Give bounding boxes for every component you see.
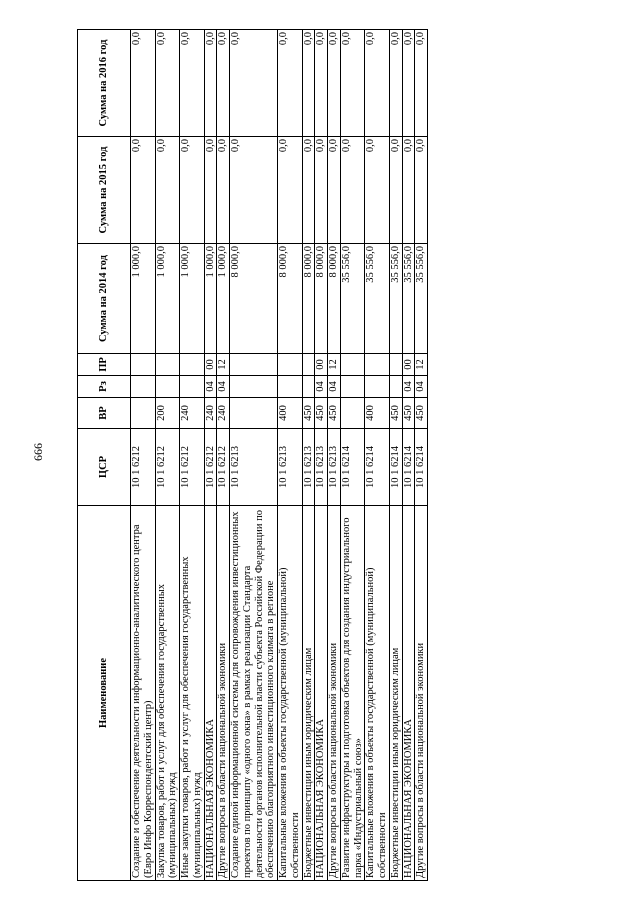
cell-rz: 04 xyxy=(402,376,415,398)
cell-csr: 10 1 6213 xyxy=(302,429,315,506)
rotated-page-content xyxy=(77,30,515,881)
cell-sum-2016: 0,0 xyxy=(204,30,217,137)
cell-sum-2015: 0,0 xyxy=(315,137,328,244)
header-sum-2014: Сумма на 2014 год xyxy=(78,244,131,354)
cell-sum-2016: 0,0 xyxy=(131,30,156,137)
cell-csr: 10 1 6214 xyxy=(365,429,390,506)
cell-pr: 00 xyxy=(402,354,415,376)
cell-name: НАЦИОНАЛЬНАЯ ЭКОНОМИКА xyxy=(204,506,217,881)
cell-csr: 10 1 6212 xyxy=(204,429,217,506)
cell-sum-2014: 1 000,0 xyxy=(217,244,230,354)
cell-vr: 450 xyxy=(302,398,315,429)
table-row xyxy=(278,30,303,881)
header-row xyxy=(78,30,131,881)
cell-csr: 10 1 6212 xyxy=(217,429,230,506)
cell-rz xyxy=(278,376,303,398)
cell-pr xyxy=(180,354,205,376)
cell-pr xyxy=(340,354,365,376)
cell-pr: 00 xyxy=(315,354,328,376)
cell-name: Бюджетные инвестиции иным юридическим лицам xyxy=(389,506,402,881)
table-row xyxy=(315,30,328,881)
table-row xyxy=(230,30,278,881)
cell-csr: 10 1 6214 xyxy=(402,429,415,506)
cell-sum-2014: 1 000,0 xyxy=(180,244,205,354)
cell-sum-2014: 35 556,0 xyxy=(389,244,402,354)
cell-sum-2015: 0,0 xyxy=(389,137,402,244)
cell-rz xyxy=(180,376,205,398)
cell-csr: 10 1 6212 xyxy=(131,429,156,506)
cell-sum-2016: 0,0 xyxy=(180,30,205,137)
cell-vr: 450 xyxy=(402,398,415,429)
cell-vr: 240 xyxy=(180,398,205,429)
cell-vr: 400 xyxy=(278,398,303,429)
cell-sum-2016: 0,0 xyxy=(402,30,415,137)
cell-pr xyxy=(389,354,402,376)
cell-rz: 04 xyxy=(315,376,328,398)
cell-sum-2015: 0,0 xyxy=(131,137,156,244)
header-pr: ПР xyxy=(78,354,131,376)
cell-rz: 04 xyxy=(204,376,217,398)
cell-name: Закупка товаров, работ и услуг для обеспечения государственных (муниципальных) нужд xyxy=(155,506,180,881)
table-row xyxy=(365,30,390,881)
cell-sum-2014: 35 556,0 xyxy=(340,244,365,354)
cell-vr xyxy=(131,398,156,429)
cell-name: НАЦИОНАЛЬНАЯ ЭКОНОМИКА xyxy=(402,506,415,881)
cell-vr xyxy=(230,398,278,429)
table-row xyxy=(204,30,217,881)
cell-sum-2015: 0,0 xyxy=(365,137,390,244)
cell-pr xyxy=(302,354,315,376)
cell-sum-2015: 0,0 xyxy=(230,137,278,244)
cell-sum-2015: 0,0 xyxy=(278,137,303,244)
cell-name: Бюджетные инвестиции иным юридическим лицам xyxy=(302,506,315,881)
header-rz: Рз xyxy=(78,376,131,398)
cell-sum-2015: 0,0 xyxy=(217,137,230,244)
header-sum-2016: Сумма на 2016 год xyxy=(78,30,131,137)
cell-sum-2016: 0,0 xyxy=(415,30,428,137)
table-row xyxy=(302,30,315,881)
cell-name: Развитие инфраструктуры и подготовка объектов для создания индустриального парка «Индустриальный союз» xyxy=(340,506,365,881)
cell-csr: 10 1 6213 xyxy=(328,429,341,506)
cell-vr: 240 xyxy=(217,398,230,429)
cell-sum-2014: 35 556,0 xyxy=(402,244,415,354)
table-row xyxy=(389,30,402,881)
cell-rz xyxy=(302,376,315,398)
cell-pr xyxy=(365,354,390,376)
cell-sum-2015: 0,0 xyxy=(415,137,428,244)
cell-rz xyxy=(155,376,180,398)
cell-vr: 450 xyxy=(415,398,428,429)
table-row xyxy=(415,30,428,881)
cell-rz xyxy=(389,376,402,398)
header-name: Наименование xyxy=(78,506,131,881)
page-number: 666 xyxy=(31,443,45,461)
cell-rz: 04 xyxy=(217,376,230,398)
cell-sum-2014: 8 000,0 xyxy=(278,244,303,354)
cell-name: Другие вопросы в области национальной экономики xyxy=(415,506,428,881)
cell-sum-2015: 0,0 xyxy=(340,137,365,244)
cell-name: НАЦИОНАЛЬНАЯ ЭКОНОМИКА xyxy=(315,506,328,881)
cell-sum-2014: 8 000,0 xyxy=(315,244,328,354)
cell-rz xyxy=(230,376,278,398)
cell-vr: 240 xyxy=(204,398,217,429)
cell-vr: 450 xyxy=(389,398,402,429)
cell-name: Создание единой информационной системы для сопровождения инвестиционных проектов по принципу «одного окна» в рамках реализации Стандарта деятельности органов исполнительной власти субъекта Российской Федерации по обеспечению благоприятного инвестиционного климата в регионе xyxy=(230,506,278,881)
cell-pr xyxy=(278,354,303,376)
cell-sum-2016: 0,0 xyxy=(328,30,341,137)
cell-vr: 450 xyxy=(315,398,328,429)
cell-pr xyxy=(230,354,278,376)
cell-sum-2016: 0,0 xyxy=(230,30,278,137)
header-csr: ЦСР xyxy=(78,429,131,506)
cell-sum-2016: 0,0 xyxy=(302,30,315,137)
cell-sum-2014: 1 000,0 xyxy=(204,244,217,354)
cell-pr: 12 xyxy=(217,354,230,376)
cell-vr: 450 xyxy=(328,398,341,429)
table-row xyxy=(328,30,341,881)
cell-sum-2015: 0,0 xyxy=(180,137,205,244)
cell-sum-2016: 0,0 xyxy=(315,30,328,137)
table-row xyxy=(340,30,365,881)
cell-sum-2014: 35 556,0 xyxy=(415,244,428,354)
cell-sum-2014: 8 000,0 xyxy=(302,244,315,354)
cell-csr: 10 1 6212 xyxy=(180,429,205,506)
cell-sum-2016: 0,0 xyxy=(278,30,303,137)
table-row xyxy=(131,30,156,881)
cell-sum-2016: 0,0 xyxy=(389,30,402,137)
cell-rz xyxy=(131,376,156,398)
table-row xyxy=(180,30,205,881)
cell-sum-2014: 1 000,0 xyxy=(131,244,156,354)
cell-sum-2015: 0,0 xyxy=(155,137,180,244)
table-row xyxy=(402,30,415,881)
cell-csr: 10 1 6212 xyxy=(155,429,180,506)
cell-name: Другие вопросы в области национальной экономики xyxy=(217,506,230,881)
table-row xyxy=(217,30,230,881)
cell-csr: 10 1 6213 xyxy=(230,429,278,506)
cell-csr: 10 1 6213 xyxy=(278,429,303,506)
cell-sum-2015: 0,0 xyxy=(204,137,217,244)
table-row xyxy=(155,30,180,881)
cell-pr: 00 xyxy=(204,354,217,376)
cell-vr xyxy=(340,398,365,429)
header-vr: ВР xyxy=(78,398,131,429)
cell-sum-2015: 0,0 xyxy=(302,137,315,244)
cell-sum-2014: 8 000,0 xyxy=(230,244,278,354)
cell-csr: 10 1 6214 xyxy=(389,429,402,506)
cell-sum-2014: 35 556,0 xyxy=(365,244,390,354)
cell-vr: 200 xyxy=(155,398,180,429)
cell-sum-2016: 0,0 xyxy=(365,30,390,137)
header-sum-2015: Сумма на 2015 год xyxy=(78,137,131,244)
cell-rz: 04 xyxy=(415,376,428,398)
cell-name: Капитальные вложения в объекты государственной (муниципальной) собственности xyxy=(365,506,390,881)
cell-vr: 400 xyxy=(365,398,390,429)
cell-sum-2015: 0,0 xyxy=(402,137,415,244)
budget-table xyxy=(77,29,428,881)
cell-sum-2016: 0,0 xyxy=(340,30,365,137)
cell-sum-2016: 0,0 xyxy=(155,30,180,137)
cell-csr: 10 1 6213 xyxy=(315,429,328,506)
cell-rz xyxy=(365,376,390,398)
cell-name: Капитальные вложения в объекты государственной (муниципальной) собственности xyxy=(278,506,303,881)
cell-name: Создание и обеспечение деятельности информационно-аналитического центра (Евро Инфо Корреспондентский центр) xyxy=(131,506,156,881)
cell-sum-2015: 0,0 xyxy=(328,137,341,244)
cell-sum-2016: 0,0 xyxy=(217,30,230,137)
cell-csr: 10 1 6214 xyxy=(415,429,428,506)
cell-rz: 04 xyxy=(328,376,341,398)
cell-sum-2014: 1 000,0 xyxy=(155,244,180,354)
cell-name: Другие вопросы в области национальной экономики xyxy=(328,506,341,881)
cell-pr xyxy=(155,354,180,376)
cell-sum-2014: 8 000,0 xyxy=(328,244,341,354)
cell-name: Иные закупки товаров, работ и услуг для обеспечения государственных (муниципальных) нужд xyxy=(180,506,205,881)
cell-pr: 12 xyxy=(328,354,341,376)
cell-pr: 12 xyxy=(415,354,428,376)
cell-pr xyxy=(131,354,156,376)
cell-rz xyxy=(340,376,365,398)
cell-csr: 10 1 6214 xyxy=(340,429,365,506)
